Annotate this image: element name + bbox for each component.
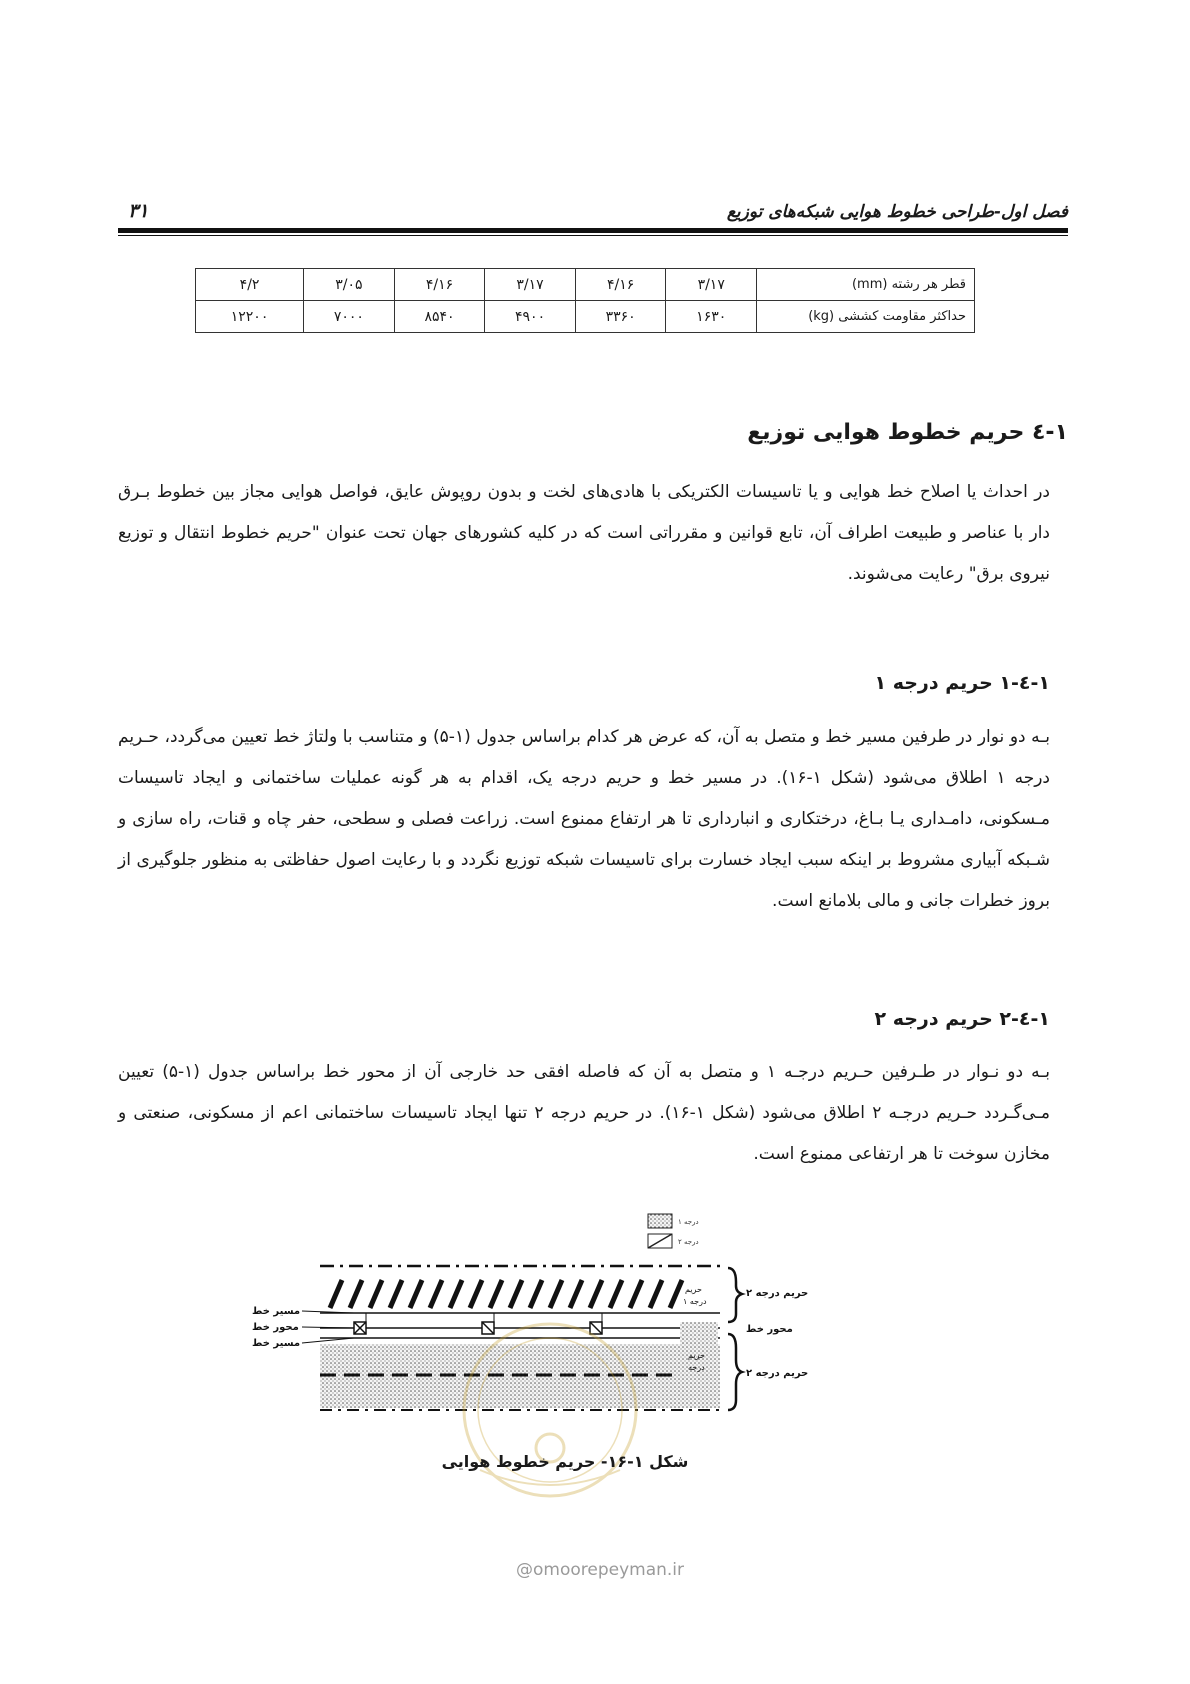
- table-row: [196, 301, 975, 333]
- legend-label: درجه ۱: [678, 1218, 699, 1226]
- chapter-title: فصل اول-طراحی خطوط هوایی شبکه‌های توزیع: [726, 202, 1068, 222]
- legend-label: درجه ۲: [678, 1238, 699, 1246]
- table-cell: ۳/۰۵: [304, 269, 395, 301]
- conductor-spec-table: [195, 268, 975, 333]
- section-intro-paragraph: در احداث یا اصلاح خط هوایی و یا تاسیسات الکتریکی با هادی‌های لخت و بدون روپوش عایق، فواصل هوایی مجاز بین خطوط بـرق دار با عناصر و طبیعت اطراف آن، تابع قوانین و مقرراتی است که در کلیه کشورهای جهان تحت عنوان "حریم خطوط انتقال و توزیع نیروی برق" رعایت می‌شوند.: [118, 482, 1050, 584]
- header-rule-thin: [118, 235, 1068, 236]
- figure-caption: شکل ۱-۱۶- حریم خطوط هوایی: [441, 1452, 689, 1471]
- inner-label: درجه: [688, 1363, 705, 1372]
- table-row-label: قطر هر رشته (mm): [757, 269, 975, 301]
- subsection-heading-1: ۱-٤-۱ حریم درجه ۱: [874, 672, 1050, 694]
- hatched-band: [320, 1280, 720, 1308]
- table-cell: ۴/۲: [196, 269, 304, 301]
- table-cell: ۱۶۳۰: [666, 301, 757, 333]
- watermark-url: @omoorepeyman.ir: [515, 1560, 685, 1580]
- table-cell: ۳۳۶۰: [575, 301, 666, 333]
- section-heading: ۱-٤ حریم خطوط هوایی توزیع: [747, 420, 1068, 445]
- table-cell: ۴/۱۶: [394, 269, 485, 301]
- table-cell: ۸۵۴۰: [394, 301, 485, 333]
- right-label: محور خط: [746, 1324, 793, 1335]
- subsection-heading-2: ۱-٤-۲ حریم درجه ۲: [874, 1008, 1050, 1030]
- subsection-paragraph-2: بـه دو نـوار در طـرفین حـریم درجـه ۱ و متصل به آن که فاصله افقی حد خارجی آن از محور خط براساس جدول (۱-۵) تعیین مـی‌گـردد حـریم درجـه ۲ اطلاق می‌شود (شکل ۱-۱۶). در حریم درجه ۲ تنها ایجاد تاسیسات ساختمانی اعم از مسکونی، صنعتی و مخازن سوخت تا هر ارتفاعی ممنوع است.: [118, 1062, 1051, 1164]
- brace-grade2-bottom: [728, 1334, 742, 1410]
- left-label: مسیر خط: [252, 1306, 301, 1317]
- table-cell: ۳/۱۷: [485, 269, 576, 301]
- table-row: [196, 269, 975, 301]
- legend-swatch-grade1: [648, 1214, 672, 1228]
- inner-label: حریم: [688, 1351, 705, 1360]
- right-label: حریم درجه ۲: [746, 1288, 809, 1299]
- inner-label: درجه ۱: [683, 1297, 707, 1306]
- subsection-paragraph-1: بـه دو نوار در طرفین مسیر خط و متصل به آن، که عرض هر کدام براساس جدول (۱-۵) و متناسب با ولتاژ خط تعیین می‌گردد، حـریم درجه ۱ اطلاق می‌شود (شکل ۱-۱۶). در مسیر خط و حریم درجه یک، اقدام به هر گونه عملیات ساختمانی و ایجاد تاسیسات مـسکونی، دامـداری یـا بـاغ، درختکاری و انبارداری تا هر ارتفاع ممنوع است. زراعت فصلی و سطحی، حفر چاه و قنات، راه سازی و شـبکه آبیاری مشروط بر اینکه سبب ایجاد خسارت برای تاسیسات شبکه توزیع نگردد و با رعایت اصول حفاظتی به منظور جلوگیری از بروز خطرات جانی و مالی بلامانع است.: [118, 727, 1051, 911]
- right-label: حریم درجه ۲: [746, 1368, 809, 1379]
- header-rule: [118, 228, 1068, 233]
- left-label: محور خط: [252, 1322, 299, 1333]
- page-number: ۳۱: [128, 200, 149, 222]
- table-row-label: حداکثر مقاومت کششی (kg): [757, 301, 975, 333]
- left-label: مسیر خط: [252, 1338, 301, 1349]
- table-cell: ۱۲۲۰۰: [196, 301, 304, 333]
- brace-grade2-top: [728, 1268, 742, 1322]
- table-cell: ۴/۱۶: [575, 269, 666, 301]
- inner-label: حریم: [685, 1285, 702, 1294]
- table-cell: ۳/۱۷: [666, 269, 757, 301]
- table-cell: ۷۰۰۰: [304, 301, 395, 333]
- running-header: [118, 202, 1068, 226]
- table-cell: ۴۹۰۰: [485, 301, 576, 333]
